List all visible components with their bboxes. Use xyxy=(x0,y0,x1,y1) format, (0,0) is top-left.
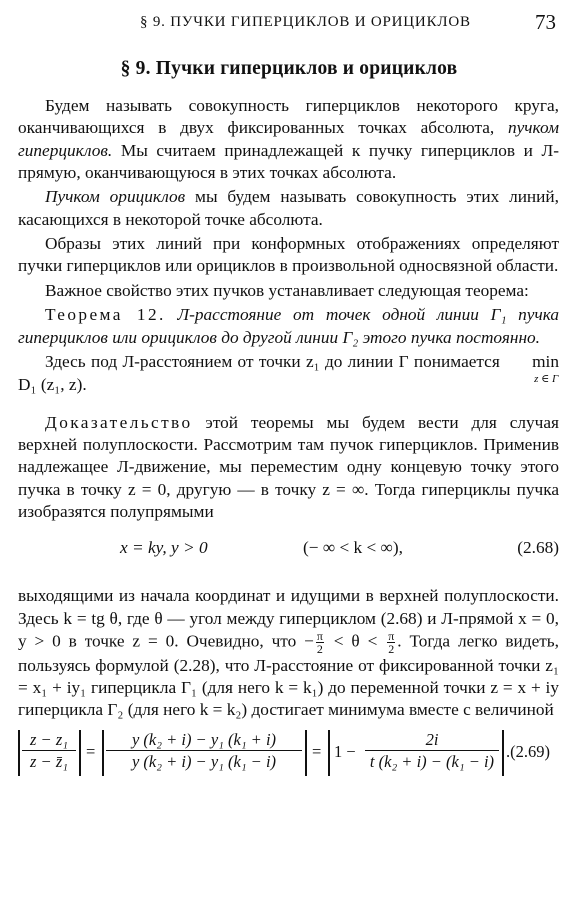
paragraph-distance-definition xyxy=(18,351,559,396)
equation-2-69 xyxy=(18,728,559,780)
p6-text-a: выходящими из начала координат и идущими в верхней полуплоскости. Здесь k = tg θ, где θ — угол между гиперциклом (2.68) и Л-прямой x = 0, y > 0 в точке z = 0. Очевидно, что − xyxy=(18,586,559,651)
theorem-12 xyxy=(18,304,559,349)
proof-paragraph xyxy=(18,412,559,523)
paragraph-definition-horocycle-pencil xyxy=(18,186,559,231)
frac-den: 2 xyxy=(316,641,323,656)
min-operator xyxy=(505,351,559,386)
theorem-label: Теорема 12. xyxy=(45,305,166,325)
p6-text-mid: < θ < xyxy=(325,631,386,651)
body-text xyxy=(18,95,559,780)
eq-2-69-fraction-3 xyxy=(365,730,499,773)
abs-bar xyxy=(18,730,20,776)
frac-num: π xyxy=(388,628,395,643)
p5-text-a: Здесь под Л-расстоянием от точки z₁ до линии Γ понимается xyxy=(45,352,506,372)
frac-num: 2i xyxy=(365,730,499,751)
abs-bar xyxy=(79,730,81,776)
abs-bar xyxy=(328,730,330,776)
eq-2-69-fraction-1 xyxy=(22,730,76,773)
p2-text-b: мы будем называть совокупность этих линий, касающихся в некоторой точке абсолюта. xyxy=(18,187,560,229)
eq-2-69-one-minus: 1 − xyxy=(334,741,356,761)
p6-text-b: . Тогда легко видеть, пользуясь формулой (2.28), что Л-расстояние от фиксированной точки z₁ = x₁ + iy₁ гиперцикла Γ₁ (для него k = k₁) до переменной точки z = x + iy гиперцикла Γ₂ (для него k = k₂) достигает минимума вместе с величиной xyxy=(18,631,559,720)
fraction-pi-over-2-right xyxy=(387,630,395,655)
paragraph-hypercycle-distance xyxy=(18,585,559,721)
eq-2-69-fraction-2 xyxy=(106,730,302,773)
running-head xyxy=(0,10,578,36)
eq-2-69-number: .(2.69) xyxy=(506,741,550,761)
eq-2-68-number: (2.68) xyxy=(517,538,559,558)
proof-text: этой теоремы мы будем вести для случая верхней полуплоскости. Рассмотрим там пучок гиперциклов. Применив надлежащее Л-движение, мы переместим одну концевую точку этого пучка в точку z = 0, другую — в точку z = ∞. Тогда гиперциклы пучка изобразятся полупрямыми xyxy=(18,412,559,521)
frac-den: t (k₂ + i) − (k₁ − i) xyxy=(369,751,495,771)
abs-bar xyxy=(305,730,307,776)
min-subscript: z ∈ Γ xyxy=(534,373,559,386)
eq-2-68-range: (− ∞ < k < ∞), xyxy=(303,538,403,558)
p5-text-b: D₁ (z₁, z). xyxy=(18,374,87,394)
p1-text-a: Будем называть совокупность гиперциклов некоторого круга, оканчивающихся в двух фиксированных точках абсолюта, xyxy=(18,96,559,138)
eq-2-68-lhs: x = ky, y > 0 xyxy=(120,538,208,558)
running-head-title: § 9. ПУЧКИ ГИПЕРЦИКЛОВ И ОРИЦИКЛОВ xyxy=(140,14,471,30)
eq-2-69-equals-1: = xyxy=(86,741,96,761)
eq-2-69-equals-2: = xyxy=(312,741,322,761)
frac-den: z − z̄₁ xyxy=(30,751,68,771)
min-label: min xyxy=(532,352,559,372)
section-heading: § 9. Пучки гиперциклов и орициклов xyxy=(120,58,458,79)
abs-bar xyxy=(502,730,504,776)
frac-num: z − z₁ xyxy=(22,730,76,751)
theorem-statement: Л-расстояние от точек одной линии Γ₁ пучка гиперциклов или орициклов до другой линии Γ₂ этого пучка постоянно. xyxy=(18,305,559,347)
frac-den: y (k₂ + i) − y₁ (k₁ − i) xyxy=(131,751,277,771)
paragraph-property-intro: Важное свойство этих пучков устанавливает следующая теорема: xyxy=(45,280,529,300)
frac-num: y (k₂ + i) − y₁ (k₁ + i) xyxy=(106,730,302,751)
term-horocycle-pencil: Пучком орициклов xyxy=(45,187,186,207)
page-number: 73 xyxy=(535,10,556,34)
frac-num: π xyxy=(316,628,323,643)
p1-text-b: Мы считаем принадлежащей к пучку гиперциклов и Л-прямую, оканчивающуюся в этих точках абсолюта. xyxy=(18,140,559,182)
fraction-pi-over-2-left xyxy=(316,630,324,655)
proof-label: Доказательство xyxy=(45,412,193,432)
frac-den: 2 xyxy=(388,641,395,656)
equation-2-68 xyxy=(18,537,559,567)
paragraph-definition-hypercycle-pencil xyxy=(18,95,559,184)
abs-bar xyxy=(102,730,104,776)
term-hypercycle-pencil: пучком гиперциклов. xyxy=(18,118,559,160)
paragraph-conformal-images: Образы этих линий при конформных отображениях определяют пучки гиперциклов или орициклов в произвольной односвязной области. xyxy=(18,234,559,276)
